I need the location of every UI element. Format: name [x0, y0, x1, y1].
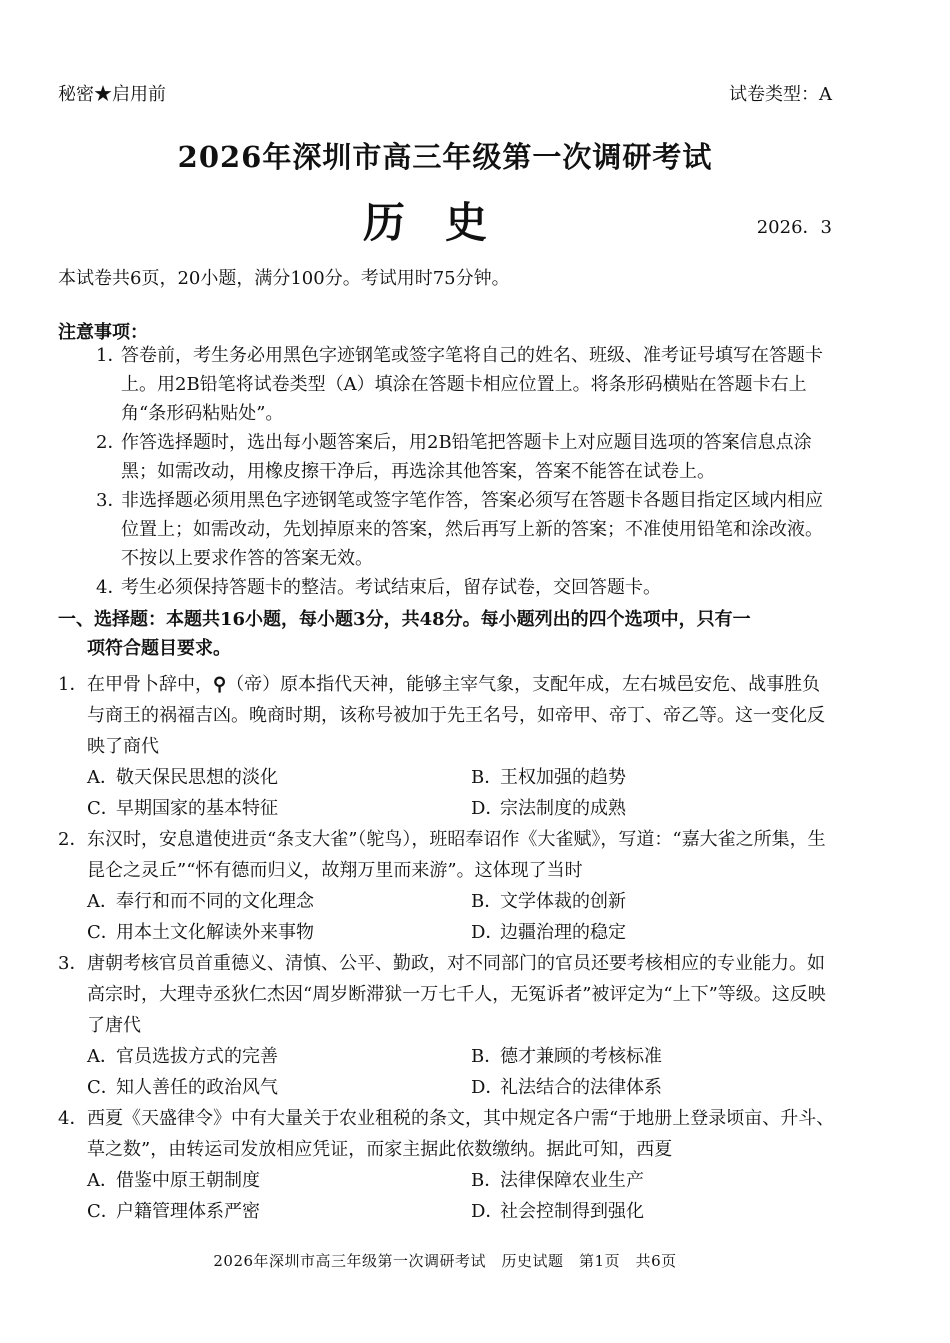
notes-title: 注意事项：: [58, 322, 148, 343]
option-a[interactable]: [87, 886, 471, 917]
option-letter: C．: [87, 798, 119, 819]
option-letter: D．: [471, 1077, 504, 1098]
note-item: [96, 486, 836, 573]
question-3: [58, 948, 838, 1103]
option-b[interactable]: [471, 886, 851, 917]
question-stem: 西夏《天盛律令》中有大量关于农业租税的条文，其中规定各户需“于地册上登录顷亩、升斗、草之数”，由转运司发放相应凭证，而家主据此依数缴纳。据此可知，西夏: [87, 1108, 835, 1160]
note-item: [96, 341, 836, 428]
option-c[interactable]: [87, 1072, 471, 1103]
option-text: 王权加强的趋势: [500, 767, 626, 788]
option-text: 户籍管理体系严密: [116, 1201, 260, 1222]
question-stem-prefix: 在甲骨卜辞中，: [87, 674, 213, 695]
oracle-bone-di-glyph-icon: ⚲: [213, 674, 227, 695]
option-letter: C．: [87, 1077, 119, 1098]
option-letter: A．: [87, 891, 118, 912]
note-number: 2．: [96, 432, 126, 453]
question-number: 3．: [58, 953, 88, 974]
option-text: 借鉴中原王朝制度: [116, 1170, 260, 1191]
option-letter: B．: [471, 767, 503, 788]
exam-intro: 本试卷共6页，20小题，满分100分。考试用时75分钟。: [58, 268, 510, 289]
option-text: 边疆治理的稳定: [500, 922, 626, 943]
option-d[interactable]: [471, 793, 851, 824]
option-group: [58, 1041, 838, 1103]
note-text: 非选择题必须用黑色字迹钢笔或签字笔作答，答案必须写在答题卡各题目指定区域内相应位置上；如需改动，先划掉原来的答案，然后再写上新的答案；不准使用铅笔和涂改液。不按以上要求作答的答案无效。: [121, 490, 823, 569]
page-footer: 2026年深圳市高三年级第一次调研考试 历史试题 第1页 共6页: [213, 1252, 677, 1270]
note-number: 1．: [96, 345, 126, 366]
option-a[interactable]: [87, 1165, 471, 1196]
option-letter: B．: [471, 1046, 503, 1067]
note-number: 3．: [96, 490, 126, 511]
option-letter: C．: [87, 1201, 119, 1222]
option-a[interactable]: [87, 1041, 471, 1072]
option-group: [58, 1165, 838, 1227]
option-a[interactable]: [87, 762, 471, 793]
section-heading-line1: 一、选择题：本题共16小题，每小题3分，共48分。每小题列出的四个选项中，只有一: [58, 609, 751, 630]
option-text: 德才兼顾的考核标准: [500, 1046, 662, 1067]
question-1: [58, 669, 838, 824]
option-c[interactable]: [87, 917, 471, 948]
option-group: [58, 886, 838, 948]
question-stem: 唐朝考核官员首重德义、清慎、公平、勤政，对不同部门的官员还要考核相应的专业能力。如高宗时，大理寺丞狄仁杰因“周岁断滞狱一万七千人，无冤诉者”被评定为“上下”等级。这反映了唐代: [87, 953, 826, 1036]
option-letter: B．: [471, 1170, 503, 1191]
subject-title: 历史: [362, 198, 527, 247]
paper-type-label: 试卷类型：A: [729, 84, 832, 105]
exam-date: 2026．3: [756, 217, 832, 238]
note-item: [96, 428, 836, 486]
question-number: 2．: [58, 829, 88, 850]
option-text: 官员选拔方式的完善: [116, 1046, 278, 1067]
question-2: [58, 824, 838, 948]
question-stem-body: （帝）原本指代天神，能够主宰气象，支配年成，左右城邑安危、战事胜负与商王的祸福吉凶。晚商时期，该称号被加于先王名号，如帝甲、帝丁、帝乙等。这一变化反映了商代: [87, 674, 825, 757]
option-text: 敬天保民思想的淡化: [116, 767, 278, 788]
note-number: 4．: [96, 577, 126, 598]
option-letter: C．: [87, 922, 119, 943]
option-d[interactable]: [471, 1072, 851, 1103]
option-b[interactable]: [471, 762, 851, 793]
note-item: [96, 573, 836, 602]
option-letter: D．: [471, 798, 504, 819]
notes-list: [96, 341, 836, 602]
section-heading: [58, 605, 838, 663]
secret-label: 秘密★启用前: [58, 84, 166, 105]
option-letter: A．: [87, 767, 118, 788]
option-b[interactable]: [471, 1165, 851, 1196]
note-text: 答卷前，考生务必用黑色字迹钢笔或签字笔将自己的姓名、班级、准考证号填写在答题卡上。用2B铅笔将试卷类型（A）填涂在答题卡相应位置上。将条形码横贴在答题卡右上角“条形码粘贴处”。: [121, 345, 823, 424]
option-text: 社会控制得到强化: [500, 1201, 644, 1222]
option-b[interactable]: [471, 1041, 851, 1072]
option-letter: B．: [471, 891, 503, 912]
option-letter: D．: [471, 1201, 504, 1222]
question-number: 1．: [58, 674, 88, 695]
question-4: [58, 1103, 838, 1227]
option-text: 文学体裁的创新: [500, 891, 626, 912]
option-text: 知人善任的政治风气: [116, 1077, 278, 1098]
option-letter: D．: [471, 922, 504, 943]
option-group: [58, 762, 838, 824]
question-list: [58, 669, 838, 1227]
option-c[interactable]: [87, 793, 471, 824]
option-text: 奉行和而不同的文化理念: [116, 891, 314, 912]
question-stem: [87, 669, 838, 762]
option-letter: A．: [87, 1046, 118, 1067]
section-heading-line2: 项符合题目要求。: [87, 638, 231, 659]
option-d[interactable]: [471, 917, 851, 948]
option-text: 早期国家的基本特征: [116, 798, 278, 819]
note-text: 考生必须保持答题卡的整洁。考试结束后，留存试卷，交回答题卡。: [121, 577, 661, 598]
option-text: 宗法制度的成熟: [500, 798, 626, 819]
option-text: 法律保障农业生产: [500, 1170, 644, 1191]
note-text: 作答选择题时，选出每小题答案后，用2B铅笔把答题卡上对应题目选项的答案信息点涂黑；如需改动，用橡皮擦干净后，再选涂其他答案，答案不能答在试卷上。: [121, 432, 812, 482]
option-c[interactable]: [87, 1196, 471, 1227]
question-number: 4．: [58, 1108, 88, 1129]
exam-title: 2026年深圳市高三年级第一次调研考试: [177, 140, 713, 174]
question-stem: 东汉时，安息遣使进贡“条支大雀”（鸵鸟），班昭奉诏作《大雀赋》，写道：“嘉大雀之所集，生昆仑之灵丘”“怀有德而归义，故翔万里而来游”。这体现了当时: [87, 829, 826, 881]
option-letter: A．: [87, 1170, 118, 1191]
option-d[interactable]: [471, 1196, 851, 1227]
option-text: 用本土文化解读外来事物: [116, 922, 314, 943]
option-text: 礼法结合的法律体系: [500, 1077, 662, 1098]
